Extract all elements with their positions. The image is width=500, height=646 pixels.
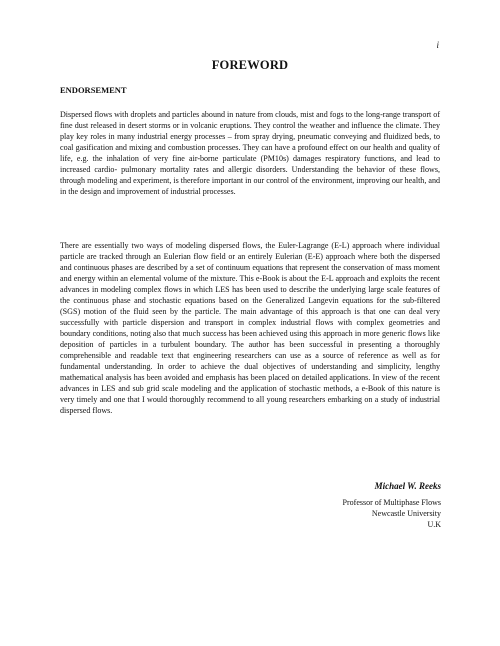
section-heading: ENDORSEMENT [60,85,127,95]
signature-institution: Newcastle University [371,509,441,518]
signature-block [343,481,441,530]
body-paragraph: Dispersed flows with droplets and particles abound in nature from clouds, mist and fogs to the long-range transport of fine dust released in desert storms or in volcanic eruptions. They control the weather and influence the climate. They play key roles in many industrial energy processes – from spray drying, pneumatic conveying and fluidized beds, to coal gasification and mixing and combustion processes. They can have a profound effect on our health and quality of life, e.g. the inhalation of very fine air-borne particulate (PM10s) damages respiratory functions, and lead to increased cardio- pulmonary mortality rates and allergic disorders. Understanding the behavior of these flows, through modeling and experiment, is therefore important in our control of the environment, improving our health, and in the design and improvement of industrial processes. [60,110,440,196]
signature-name: Michael W. Reeks [374,481,441,491]
signature-position: Professor of Multiphase Flows [342,498,441,507]
signature-country: U.K [427,520,441,529]
page-title: FOREWORD [211,58,289,72]
page-number: i [436,40,439,50]
body-paragraph: There are essentially two ways of modeling dispersed flows, the Euler-Lagrange (E-L) approach where individual particle are tracked through an Eulerian flow field or an entirely Eulerian (E-E) approach where both the dispersed and continuous phases are described by a set of continuum equations that represent the conservation of mass moment and energy within an elemental volume of the mixture. This e-Book is about the E-L approach and exploits the recent advances in modeling complex flows in which LES has been used to describe the underlying large scale features of the continuous phase and stochastic equations based on the Generalized Langevin equations for the sub-filtered (SGS) motion of the fluid seen by the particle. The main advantage of this approach is that one can deal very successfully with particle dispersion and transport in complex industrial flows with complex geometries and boundary conditions, noting also that much success has been achieved using this approach in more generic flows like deposition of particles in a turbulent boundary. The author has been successful in presenting a thoroughly comprehensible and readable text that engineering researchers can use as a source of reference as well as for fundamental understanding. In order to achieve the dual objectives of understanding and simplicity, lengthy mathematical analysis has been avoided and emphasis has been placed on detailed applications. In view of the recent advances in LES and sub grid scale modeling and the application of stochastic methods, a e-Book of this nature is very timely and one that I would thoroughly recommend to all young researchers embarking on a study of industrial dispersed flows. [60,241,440,415]
